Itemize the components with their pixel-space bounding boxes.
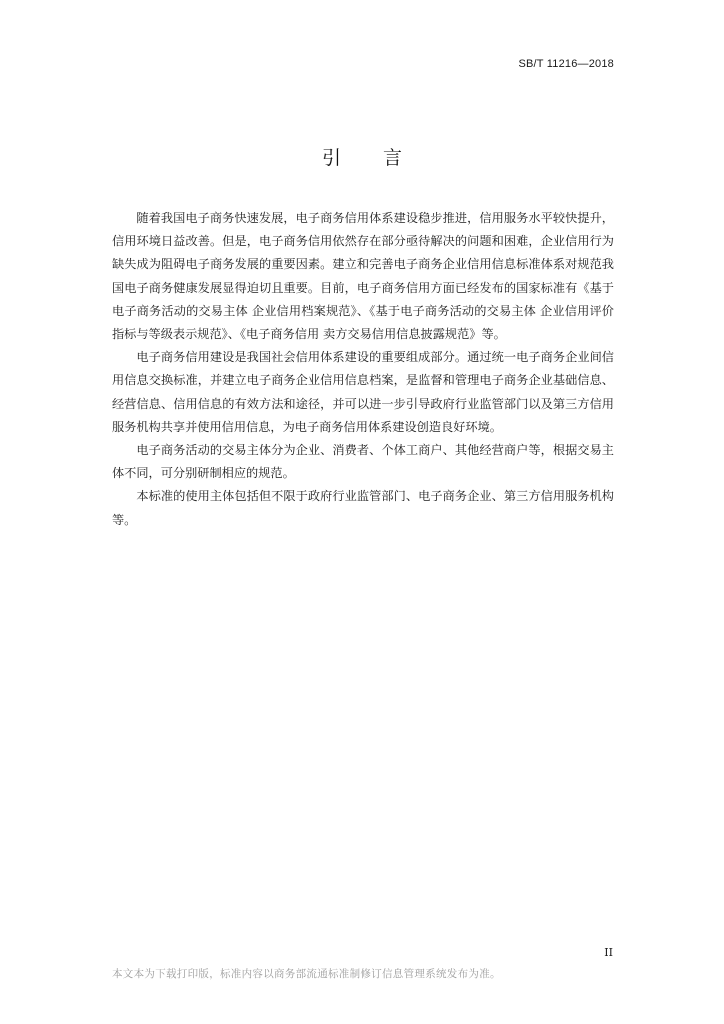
paragraph-1: 随着我国电子商务快速发展，电子商务信用体系建设稳步推进，信用服务水平较快提升，信用环境日益改善。但是，电子商务信用依然存在部分亟待解决的问题和困难，企业信用行为缺失成为阻碍电子商务发展的重要因素。建立和完善电子商务企业信用信息标准体系对规范我国电子商务健康发展显得迫切且重要。目前，电子商务信用方面已经发布的国家标准有《基于电子商务活动的交易主体 企业信用档案规范》、《基于电子商务活动的交易主体 企业信用评价指标与等级表示规范》、《电子商务信用 卖方交易信用信息披露规范》等。 (112, 211, 614, 342)
page-number: II (604, 946, 613, 959)
paragraph-2: 电子商务信用建设是我国社会信用体系建设的重要组成部分。通过统一电子商务企业间信用信息交换标准，并建立电子商务企业信用信息档案，是监督和管理电子商务企业基础信息、经营信息、信用信息的有效方法和途径，并可以进一步引导政府行业监管部门以及第三方信用服务机构共享并使用信用信息，为电子商务信用体系建设创造良好环境。 (112, 350, 614, 434)
paragraph-4: 本标准的使用主体包括但不限于政府行业监管部门、电子商务企业、第三方信用服务机构等。 (112, 489, 614, 527)
body-text (112, 207, 614, 532)
footer-note: 本文本为下载打印版，标准内容以商务部流通标准制修订信息管理系统发布为准。 (112, 968, 501, 980)
page-title: 引 言 (321, 147, 421, 169)
standard-code: SB/T 11216—2018 (518, 58, 614, 70)
paragraph-3: 电子商务活动的交易主体分为企业、消费者、个体工商户、其他经营商户等，根据交易主体不同，可分别研制相应的规范。 (112, 443, 614, 481)
